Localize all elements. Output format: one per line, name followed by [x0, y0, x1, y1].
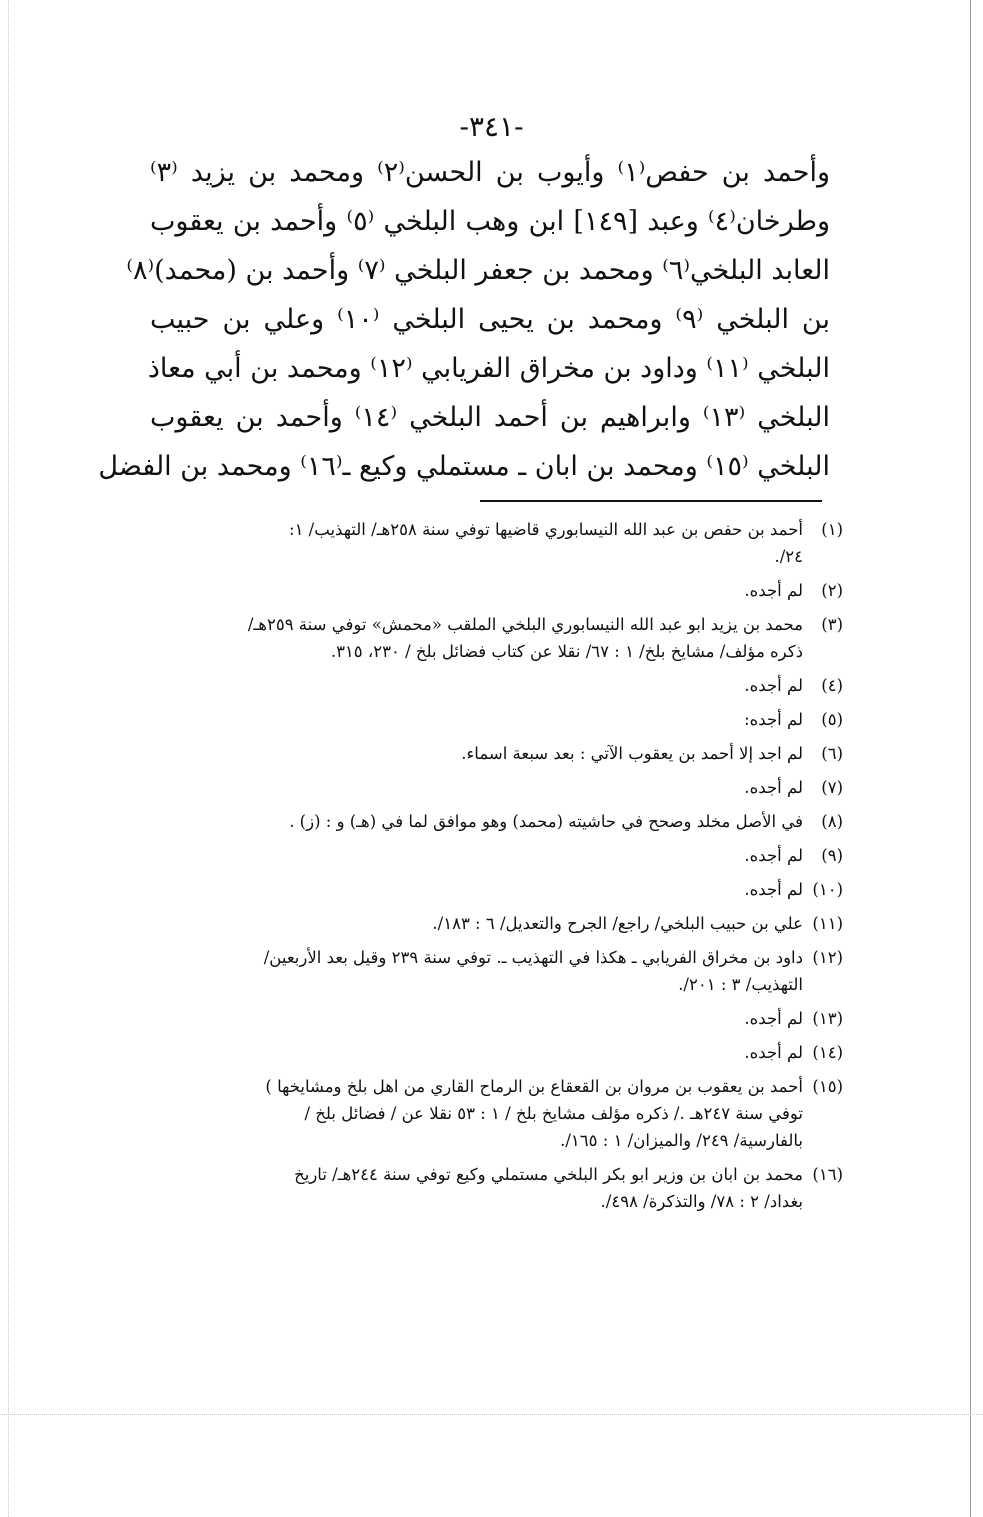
footnote-body	[155, 774, 803, 801]
footnote-body	[155, 1005, 803, 1032]
main-text-line: البلخي ⁽١٣⁾ وابراهيم بن أحمد البلخي ⁽١٤⁾ وأحمد بن يعقوب	[150, 402, 830, 433]
footnote-number: (٧)	[821, 778, 843, 797]
footnote-body	[155, 842, 803, 869]
footnote-line: توفي سنة ٢٤٧هـ ./ ذكره مؤلف مشايخ بلخ / ١ : ٥٣ نقلا عن / فضائل بلخ /	[304, 1104, 803, 1123]
footnote-line: التهذيب/ ٣ : ٢٠١/.	[678, 975, 803, 994]
footnote-line: داود بن مخراق الفريابي ـ هكذا في التهذيب ـ. توفي سنة ٢٣٩ وقيل بعد الأربعين/	[263, 948, 803, 967]
footnote-9	[155, 842, 843, 869]
footnote-line: لم أجده.	[744, 581, 803, 600]
footnote-11	[155, 910, 843, 937]
footnote-body	[155, 944, 803, 998]
footnote-body	[155, 910, 803, 937]
footnote-body	[155, 706, 803, 733]
footnote-number: (١١)	[812, 914, 843, 933]
footnote-5	[155, 706, 843, 733]
footnote-line: ذكره مؤلف/ مشايخ بلخ/ ١ : ٦٧/ نقلا عن كتاب فضائل بلخ / ٢٣٠، ٣١٥.	[330, 642, 803, 661]
footnote-13	[155, 1005, 843, 1032]
footnote-14	[155, 1039, 843, 1066]
main-text-line: بن البلخي ⁽٩⁾ ومحمد بن يحيى البلخي ⁽١٠⁾ وعلي بن حبيب	[150, 304, 830, 335]
footnote-line: لم أجده.	[744, 676, 803, 695]
footnote-number: (١)	[821, 520, 843, 539]
footnote-number: (١٣)	[812, 1009, 843, 1028]
footnote-number: (١٦)	[812, 1165, 843, 1184]
footnote-line: أحمد بن حفص بن عبد الله النيسابوري قاضيها توفي سنة ٢٥٨هـ/ التهذيب/ ١:	[289, 520, 803, 539]
footnote-line: محمد بن ابان بن وزير ابو بكر البلخي مستملي وكيع توفي سنة ٢٤٤هـ/ تاريخ	[294, 1165, 803, 1184]
footnote-line: بغداد/ ٢ : ٧٨/ والتذكرة/ ٤٩٨/.	[600, 1192, 803, 1211]
footnote-number: (١٥)	[812, 1077, 843, 1096]
footnote-body	[155, 1073, 803, 1154]
footnote-line: بالفارسية/ ٢٤٩/ والميزان/ ١ : ١٦٥/.	[560, 1131, 803, 1150]
footnote-number: (٦)	[821, 744, 843, 763]
footnote-6	[155, 740, 843, 767]
footnote-body	[155, 516, 803, 570]
footnote-number: (٤)	[821, 676, 843, 695]
footnote-15	[155, 1073, 843, 1154]
footnote-line: أحمد بن يعقوب بن مروان بن القعقاع بن الرماح القاري من اهل بلخ ومشايخها )	[265, 1077, 803, 1096]
footnote-8	[155, 808, 843, 835]
footnote-line: لم أجده.	[744, 1043, 803, 1062]
footnote-number: (١٠)	[812, 880, 843, 899]
footnote-4	[155, 672, 843, 699]
footnote-line: علي بن حبيب البلخي/ راجع/ الجرح والتعديل/ ٦ : ١٨٣/.	[432, 914, 803, 933]
footnote-1	[155, 516, 843, 570]
footnote-line: محمد بن يزيد ابو عبد الله النيسابوري البلخي الملقب «محمش» توفي سنة ٢٥٩هـ/	[247, 615, 803, 634]
main-text	[98, 148, 830, 491]
main-text-line: العابد البلخي⁽٦⁾ ومحمد بن جعفر البلخي ⁽٧⁾ وأحمد بن (محمد)⁽٨⁾	[126, 255, 830, 286]
scan-bottom-edge	[0, 1414, 983, 1415]
footnote-number: (٢)	[821, 581, 843, 600]
footnote-body	[155, 1039, 803, 1066]
main-text-line: البلخي ⁽١١⁾ وداود بن مخراق الفريابي ⁽١٢⁾ ومحمد بن أبي معاذ	[147, 353, 830, 384]
footnote-line: لم أجده.	[744, 1009, 803, 1028]
footnote-number: (٥)	[821, 710, 843, 729]
footnote-body	[155, 577, 803, 604]
footnote-line: ٢٤/.	[774, 547, 803, 566]
footnote-body	[155, 876, 803, 903]
footnote-12	[155, 944, 843, 998]
main-text-line: وطرخان⁽٤⁾ وعبد [١٤٩] ابن وهب البلخي ⁽٥⁾ وأحمد بن يعقوب	[150, 206, 830, 237]
main-text-line: البلخي ⁽١٥⁾ ومحمد بن ابان ـ مستملي وكيع ـ⁽١٦⁾ ومحمد بن الفضل	[98, 451, 830, 482]
footnote-line: لم أجده:	[744, 710, 803, 729]
footnote-separator	[480, 500, 822, 502]
footnotes	[155, 516, 843, 1222]
footnote-number: (٨)	[821, 812, 843, 831]
footnote-line: لم أجده.	[744, 846, 803, 865]
footnote-16	[155, 1161, 843, 1215]
footnote-body	[155, 672, 803, 699]
footnote-line: لم أجده.	[744, 778, 803, 797]
footnote-number: (٩)	[821, 846, 843, 865]
footnote-body	[155, 740, 803, 767]
footnote-7	[155, 774, 843, 801]
page-number: -٣٤١-	[459, 110, 524, 143]
footnote-2	[155, 577, 843, 604]
footnote-line: لم أجده.	[744, 880, 803, 899]
footnote-number: (٣)	[821, 615, 843, 634]
footnote-line: في الأصل مخلد وصحح في حاشيته (محمد) وهو موافق لما في (هـ) و : (ز) .	[289, 812, 803, 831]
footnote-body	[155, 611, 803, 665]
footnote-number: (١٤)	[812, 1043, 843, 1062]
scan-right-edge	[970, 0, 971, 1517]
footnote-body	[155, 808, 803, 835]
scan-left-edge	[8, 0, 9, 1517]
footnote-3	[155, 611, 843, 665]
footnote-body	[155, 1161, 803, 1215]
main-text-line: وأحمد بن حفص‏⁽١⁾ وأيوب بن الحسن‏⁽٢⁾ ومحمد بن يزيد ⁽٣⁾	[150, 157, 830, 188]
footnote-line: لم اجد إلا أحمد بن يعقوب الآتي : بعد سبعة اسماء.	[461, 744, 803, 763]
footnote-number: (١٢)	[812, 948, 843, 967]
footnote-10	[155, 876, 843, 903]
